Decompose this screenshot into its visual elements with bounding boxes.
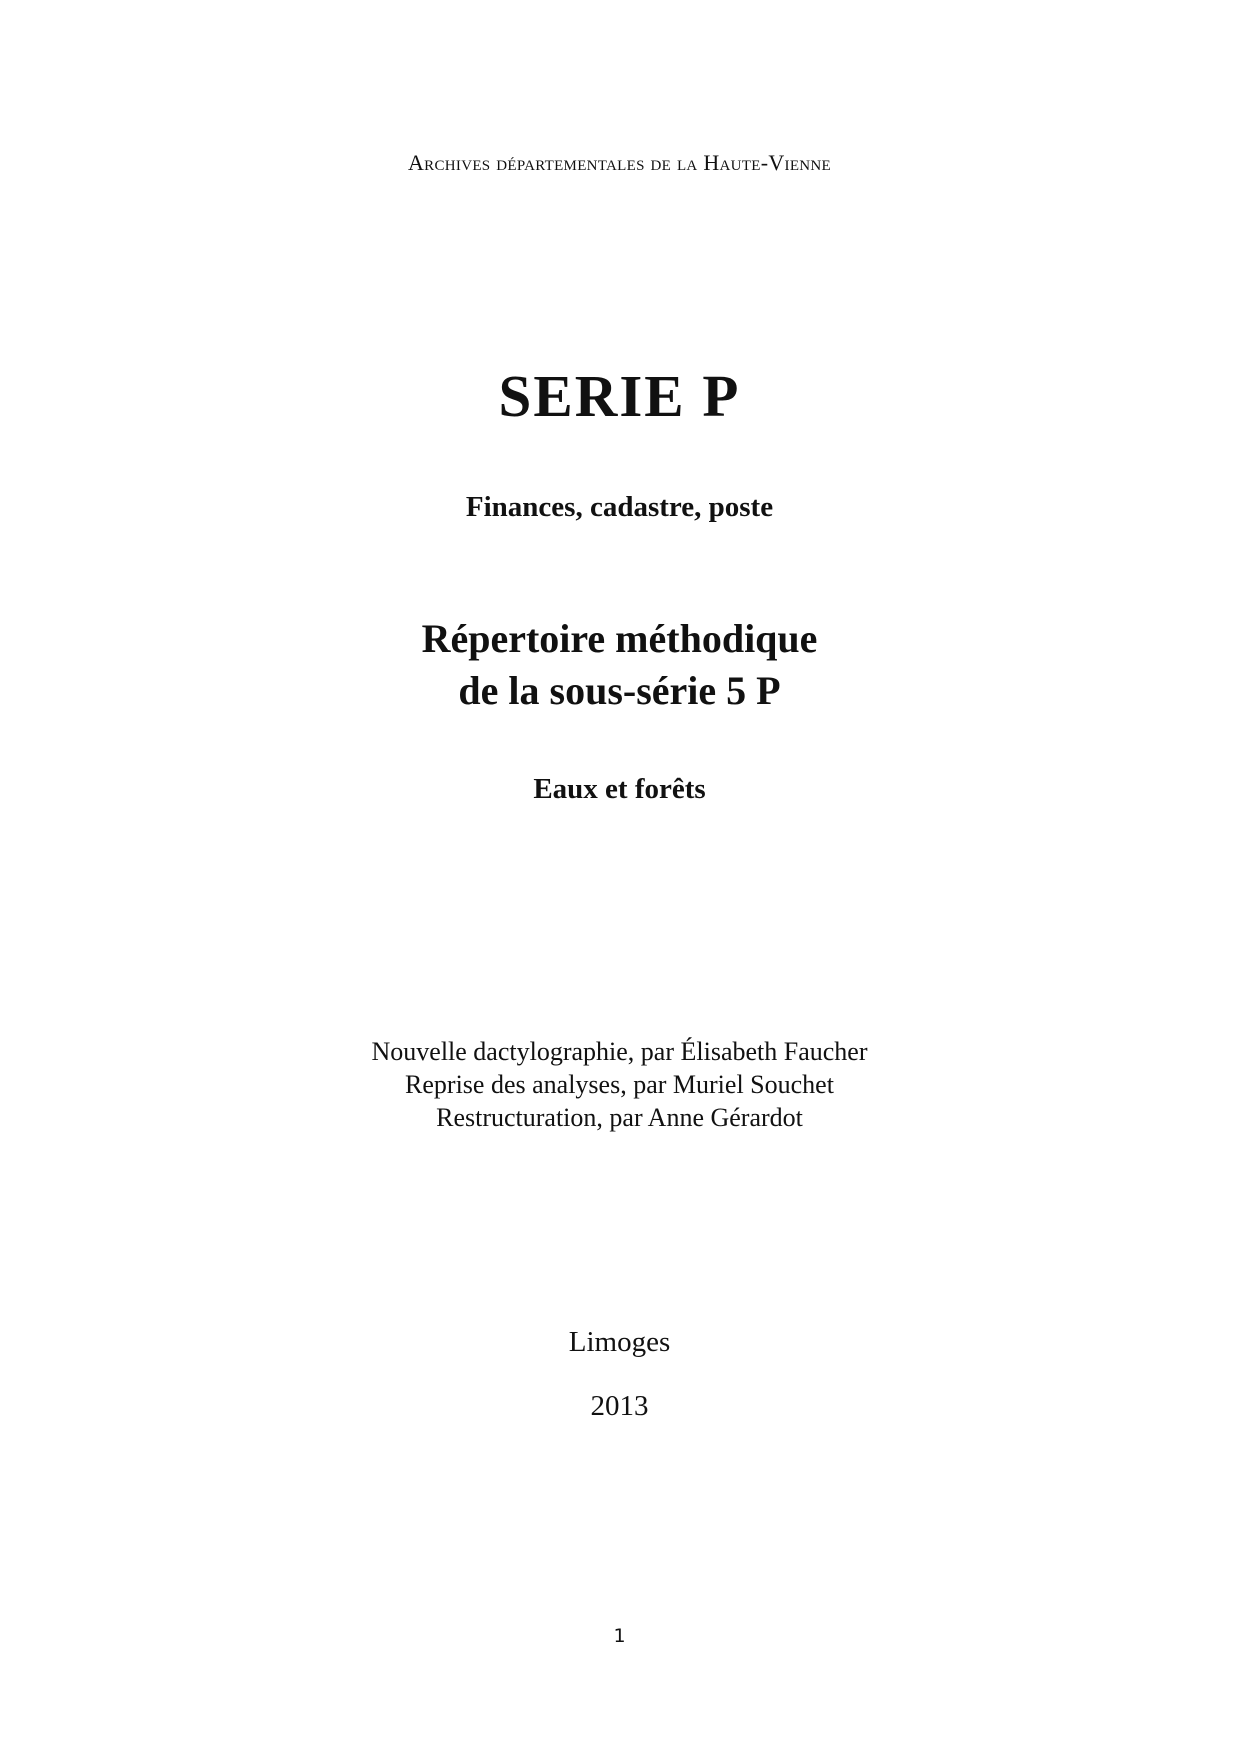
series-title: SERIE P <box>498 363 741 429</box>
repertoire-title <box>0 613 1239 717</box>
repertoire-title-line-2: de la sous-série 5 P <box>458 668 781 713</box>
imprint-year: 2013 <box>590 1390 649 1422</box>
credits-block <box>0 1035 1239 1134</box>
page-number: 1 <box>613 1625 626 1647</box>
credit-line: Reprise des analyses, par Muriel Souchet <box>405 1070 834 1099</box>
series-subtitle: Finances, cadastre, poste <box>465 491 774 523</box>
credit-line: Restructuration, par Anne Gérardot <box>436 1103 803 1132</box>
credit-line: Nouvelle dactylographie, par Élisabeth Faucher <box>371 1037 868 1066</box>
institution-header: Archives départementales de la Haute-Vienne <box>407 150 832 175</box>
subject-title: Eaux et forêts <box>533 773 706 805</box>
repertoire-title-line-1: Répertoire méthodique <box>421 616 818 661</box>
imprint-place: Limoges <box>568 1326 671 1358</box>
